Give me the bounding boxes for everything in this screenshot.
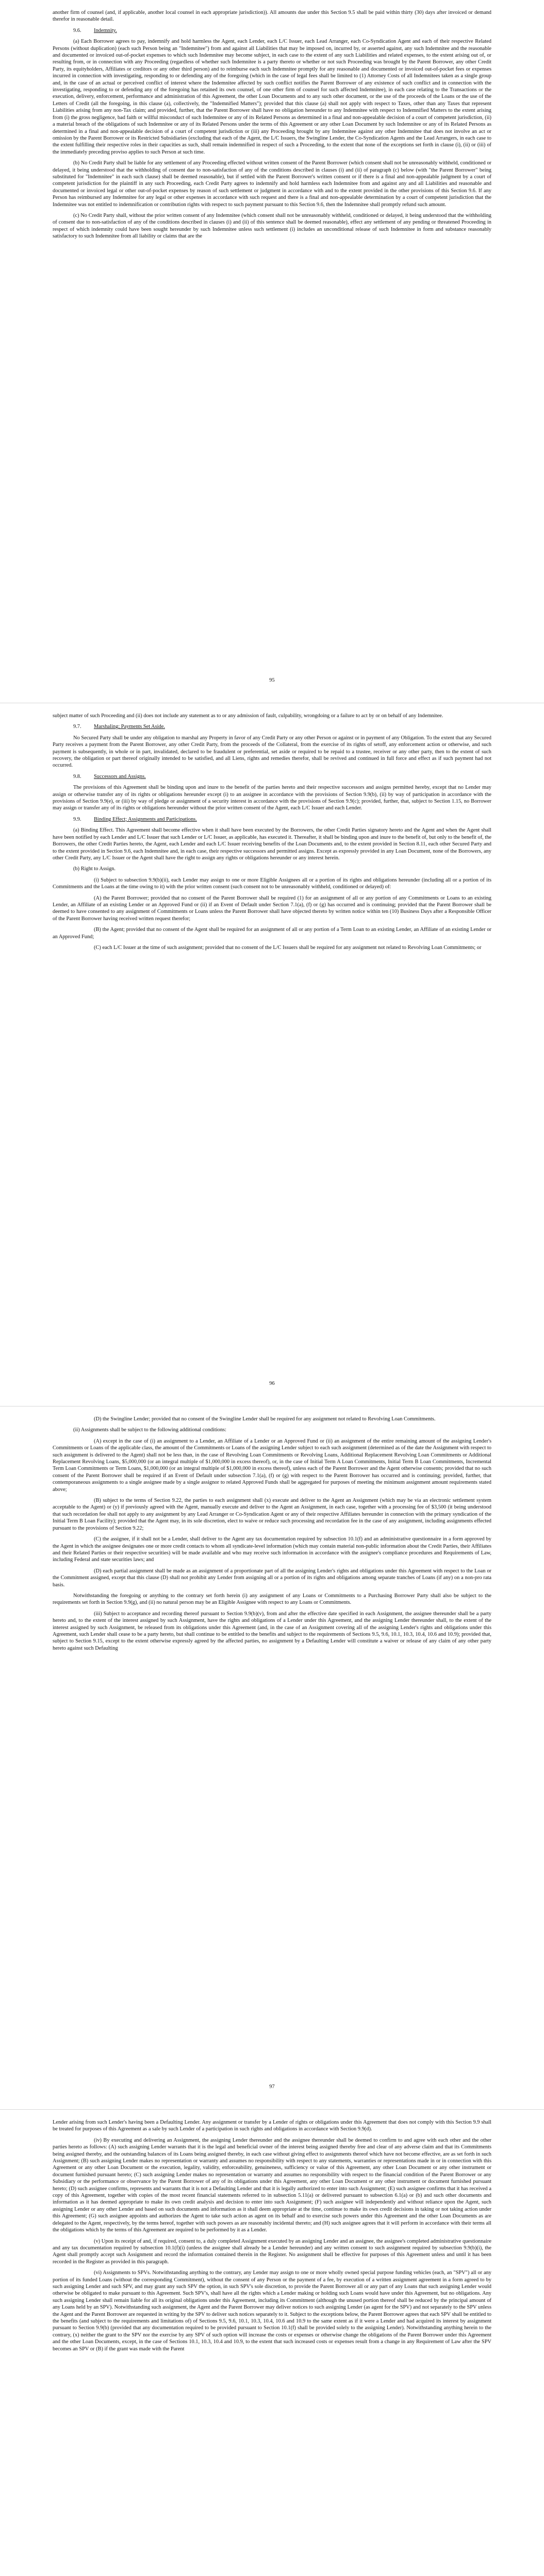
body-paragraph: The provisions of this Agreement shall be binding upon and inure to the benefit of the parties hereto and their respective successors and assigns permitted hereby, except that no Lender may assign or otherwise transfer any of its rights or obligations hereunder except (i) to an assignee in accordance with the provisions of Section 9.9(b), (ii) by way of participation in accordance with the provisions of Section 9.9(e), or (iii) by way of pledge or assignment of a security interest in accordance with the provisions of Section 9.9(c); provided, further, that, subject to Section 1.15, no Borrower may assign or transfer any of its rights or obligations hereunder without the prior written consent of the Agent, each L/C Issuer and each Lender. [53,785,491,811]
section-title: Binding Effect; Assignments and Participations. [94,816,197,822]
body-paragraph: (a) Binding Effect. This Agreement shall become effective when it shall have been executed by the Borrowers, the other Credit Parties signatory hereto and the Agent and when the Agent shall have been notified by each Lender and L/C Issuer that such Lender or L/C Issuer, as applicable, has executed it. Thereafter, it shall be binding upon and inure to the benefit of, but only to the benefit of, the Borrowers, the other Credit Parties hereto, the Agent, each Lender and each L/C Issuer receiving benefits of the Loan Documents and, to the extent provided in Section 8.11, each other Secured Party and to the extent provided in Section 9.6, each Indemnitee and, in each case, their respective successors and permitted assigns. Except as expressly provided in any Loan Document, none of the Borrowers, any other Credit Party, any L/C Issuer or the Agent shall have the right to assign any rights or obligations hereunder or any interest herein. [53,827,491,861]
section-title: Indemnity. [94,27,117,33]
section-heading [73,27,491,34]
body-paragraph: (vi) Assignments to SPVs. Notwithstanding anything to the contrary, any Lender may assign to one or more wholly owned special purpose funding vehicles (each, an "SPV") all or any portion of its funded Loans (without the corresponding Commitment), without the consent of any Person or the payment of a fee, by execution of a written assignment agreement in a form agreed to by such assigning Lender and such SPV, and may grant any such SPV the option, in such SPV's sole discretion, to provide the Parent Borrower all or any part of any Loans that such assigning Lender would otherwise be obligated to make pursuant to this Agreement. Such SPV's, shall have all the rights which a Lender making or holding such Loans would have under this Agreement, but no obligations. Any such assigning Lender shall remain liable for all its original obligations under this Agreement, including its Commitment (although the unused portion thereof shall be reduced by the principal amount of any Loans held by an SPV). Notwithstanding such assignment, the Agent and the Parent Borrower may deliver notices to such assigning Lender (as agent for the SPV) and not separately to the SPV unless the Agent and the Parent Borrower are requested in writing by the SPV to deliver such notices separately to it. Subject to the exceptions below, the Parent Borrower agrees that each SPV shall be entitled to the benefits (and subject to the requirements and limitations of) of Sections 9.5, 9.6, 10.1, 10.3, 10.4, 10.6 and 10.9 to the same extent as if it were a Lender and had acquired its interest by assignment pursuant to Section 9.9(b) (provided that any documentation required to be provided pursuant to Section 10.1(f) shall be provided solely to the assigning Lender). Notwithstanding anything herein to the contrary, (x) neither the grant to the SPV nor the exercise by any SPV of such option will increase the costs or expenses or otherwise change the obligations of the Parent Borrower under this Agreement and the other Loan Documents, except, in the case of Sections 10.1, 10.3, 10.4 and 10.9, to the extent that such increased costs or expenses result from a change in any Requirement of Law after the SPV becomes an SPV or (B) if the grant was made with the Parent [53,2270,491,2352]
body-paragraph: (A) except in the case of (i) an assignment to a Lender, an Affiliate of a Lender or an Approved Fund or (ii) an assignment of the entire remaining amount of the assigning Lender's Commitments or Loans of the applicable class, the amount of the Commitments or Loans of the assigning Lender subject to each such assignment (determined as of the date the Assignment with respect to such assignment is delivered to the Agent) shall not be less than, in the case of Revolving Loan Commitments or Revolving Loans, Additional Replacement Revolving Loan Commitments or Additional Replacement Revolving Loans, $5,000,000 (or an integral multiple of $1,000,000 in excess thereof), or, in the case of Initial Term A Loan Commitments, Initial Term B Loan Commitments, Incremental Term Loan Commitments or Term Loans, $1,000,000 (or an integral multiple of $1,000,000 in excess thereof), unless each of the Parent Borrower and the Agent otherwise consents; provided that no such consent of the Parent Borrower shall be required if an Event of Default under subsection 7.1(a), (f) or (g) with respect to the Parent Borrower has occurred and is continuing; provided, further, that contemporaneous assignments to a single assignee made by a single assignor to related Approved Funds shall be aggregated for purposes of meeting the minimum assignment amount requirements stated above; [53,1438,491,1493]
document-page [0,2110,544,2576]
body-paragraph: (D) each partial assignment shall be made as an assignment of a proportionate part of all the assigning Lender's rights and obligations under this Agreement with respect to the Loan or the Commitment assigned, except that this clause (D) shall not prohibit any Lender from assigning all or a portion of its rights and obligations among separate tranches of Loans (if any) on a non-pro rata basis. [53,1568,491,1588]
body-paragraph: (D) the Swingline Lender; provided that no consent of the Swingline Lender shall be required for any assignment not related to Revolving Loan Commitments. [94,1416,436,1422]
body-paragraph: (B) the Agent; provided that no consent of the Agent shall be required for an assignment of all or any portion of a Term Loan to an existing Lender, an Affiliate of an existing Lender or an Approved Fund; [53,927,491,940]
document-page [0,703,544,1406]
body-paragraph: (b) No Credit Party shall be liable for any settlement of any Proceeding effected without written consent of the Parent Borrower (which consent shall not be unreasonably withheld, conditioned or delayed, it being understood that the withholding of consent due to non-satisfaction of any of the conditions described in clauses (i) and (ii) of paragraph (c) below (with "the Parent Borrower" being substituted for "Indemnitee" in each such clause) shall be deemed reasonable), but if settled with the Parent Borrower's written consent or if there is a final and non-appealable judgment by a court of competent jurisdiction for the plaintiff in any such Proceeding, each Credit Party agrees to indemnify and hold harmless each Indemnitee from and against any and all Liabilities and reasonable and documented or invoiced legal or other out-of-pocket expenses by reason of such settlement or judgment in accordance with and to the extent provided in the other provisions of this Section 9.6. If any Person has reimbursed any Indemnitee for any legal or other expenses in accordance with such request and there is a final and non-appealable determination by a court of competent jurisdiction that the Indemnitee was not entitled to indemnification or contribution rights with respect to such payment pursuant to this Section 9.6, then the Indemnitee shall promptly refund such amount. [53,160,491,208]
body-paragraph: (b) Right to Assign. [73,866,116,872]
body-paragraph: Lender arising from such Lender's having been a Defaulting Lender. Any assignment or transfer by a Lender of rights or obligations under this Agreement that does not comply with this Section 9.9 shall be treated for purposes of this Agreement as a sale by such Lender of a participation in such rights and obligations in accordance with Section 9.9(d). [53,2120,491,2132]
section-number: 9.6. [73,27,81,33]
section-title: Successors and Assigns. [94,773,146,779]
body-paragraph: (C) each L/C Issuer at the time of such assignment; provided that no consent of the L/C Issuers shall be required for any assignment not related to Revolving Loan Commitments; or [94,944,482,951]
body-paragraph: (i) Subject to subsection 9.9(b)(ii), each Lender may assign to one or more Eligible Assignees all or a portion of its rights and obligations hereunder (including all or a portion of its Commitments and the Loans at the time owing to it) with the prior written consent (such consent not to be unreasonably withheld, conditioned or delayed) of: [53,877,491,890]
body-paragraph: Notwithstanding the foregoing or anything to the contrary set forth herein (i) any assignment of any Loans or Commitments to a Purchasing Borrower Party shall also be subject to the requirements set forth in Section 9.9(g), and (ii) no natural person may be an Eligible Assignee with respect to any Loans or Commitments. [53,1592,491,1606]
body-paragraph: (C) the assignee, if it shall not be a Lender, shall deliver to the Agent any tax documentation required by subsection 10.1(f) and an administrative questionnaire in a form approved by the Agent in which the assignee designates one or more credit contacts to whom all syndicate-level information (which may contain material non-public information about the Credit Parties, their Affiliates and their Related Parties or their respective securities) will be made available and who may receive such information in accordance with the assignee's compliance procedures and Requirements of Law, including Federal and state securities laws; and [53,1536,491,1563]
body-paragraph: (B) subject to the terms of Section 9.22, the parties to each assignment shall (x) execute and deliver to the Agent an Assignment (which may be via an electronic settlement system acceptable to the Agent) or (y) if previously agreed with the Agent, manually execute and deliver to the Agent an Assignment, in each case, together with a processing fee of $3,500 (it being understood that such recordation fee shall not apply to any assignment by any Lead Arranger or Co-Syndication Agent or any of their respective Affiliates hereunder in connection with the primary syndication of the Initial Term B Loan Facility); provided that the Agent may, in its sole discretion, elect to waive or reduce such processing and recordation fee in the case of any assignment, including assignments effected pursuant to the provisions of Section 9.22; [53,1498,491,1531]
body-paragraph: (ii) Assignments shall be subject to the following additional conditions: [73,1427,226,1433]
section-number: 9.9. [73,816,81,822]
section-heading [73,723,491,730]
body-paragraph: subject matter of such Proceeding and (ii) does not include any statement as to or any admission of fault, culpability, wrongdoing or a failure to act by or on behalf of any Indemnitee. [53,713,443,719]
body-paragraph: (iii) Subject to acceptance and recording thereof pursuant to Section 9.9(b)(v), from and after the effective date specified in each Assignment, the assignee thereunder shall be a party hereto and, to the extent of the interest assigned by such Assignment, have the rights and obligations of a Lender under this Agreement, and the assigning Lender thereunder shall, to the extent of the interest assigned by such Assignment, be released from its obligations under this Agreement (and, in the case of an Assignment covering all of the assigning Lender's rights and obligations under this Agreement, such Lender shall cease to be a party hereto, but shall continue to be entitled to the benefits and subject to the requirements of Sections 9.5, 9.6, 10.1, 10.3, 10.4, 10.6 and 10.9); provided that, subject to Section 9.15, except to the extent otherwise expressly agreed by the affected parties, no assignment by a Defaulting Lender will constitute a waiver or release of any claim of any other party hereto against such Defaulting [53,1611,491,1651]
body-paragraph: (iv) By executing and delivering an Assignment, the assigning Lender thereunder and the assignee thereunder shall be deemed to confirm to and agree with each other and the other parties hereto as follows: (A) such assigning Lender warrants that it is the legal and beneficial owner of the interest being assigned thereby free and clear of any adverse claim and that its Commitments being assigned thereby, and the outstanding balances of its Loans being assigned thereby, in each case without giving effect to assignments thereof which have not become effective, are as set forth in such Assignment; (B) such assigning Lender makes no representation or warranty and assumes no responsibility with respect to any statements, warranties or representations made in or in connection with this Agreement or any other Loan Document or the execution, legality, validity, enforceability, genuineness, sufficiency or value of this Agreement, any other Loan Document or any other instrument or document furnished pursuant hereto; (C) such assigning Lender makes no representation or warranty and assumes no responsibility with respect to the financial condition of the Parent Borrower or any Subsidiary or the performance or observance by the Parent Borrower of any of its obligations under this Agreement, any other Loan Document or any other instrument or document furnished pursuant hereto; (D) such assignee confirms, represents and warrants that it is not a Defaulting Lender and that it is legally authorized to enter into such Assignment; (E) such assignee confirms that it has received a copy of this Agreement, together with copies of the most recent financial statements referred to in subsection 5.11(a) or delivered pursuant to subsection 6.1(a) or (b) and such other documents and information as it has deemed appropriate to make its own credit analysis and decision to enter into such Assignment; (F) such assignee will independently and without reliance upon the Agent, such assigning Lender or any other Lender and based on such documents and information as it shall deem appropriate at the time, continue to make its own credit decisions in taking or not taking action under this Agreement; (G) such assignee appoints and authorizes the Agent to take such action as agent on its behalf and to exercise such powers under this Agreement and the other Loan Documents as are delegated to the Agent, respectively, by the terms hereof, together with such powers as are reasonably incidental thereto; and (H) such assignee agrees that it will perform in accordance with their terms all the obligations which by the terms of this Agreement are required to be performed by it as a Lender. [53,2137,491,2233]
section-number: 9.8. [73,773,81,779]
body-paragraph: (a) Each Borrower agrees to pay, indemnify and hold harmless the Agent, each Lender, each L/C Issuer, each Lead Arranger, each Co-Syndication Agent and each of their respective Related Persons (without duplication) (each such Person being an "Indemnitee") from and against all Liabilities that may be imposed on, incurred by, or asserted against, any such Indemnitee and the reasonable and documented or invoiced out-of-pocket expenses to which such Indemnitee may become subject, in each case to the extent of any such Liabilities and related expenses, to the extent arising out of, or resulting from, or in connection with any Proceeding (regardless of whether such Indemnitee is a party thereto or whether or not such Proceeding was brought by the Parent Borrower, any other Credit Party, its equityholders, Affiliates or creditors or any other third person) and to reimburse each such Indemnitee promptly for any reasonable and documented or invoiced out-of-pocket fees or expenses incurred in connection with investigating, responding to or defending any of the foregoing (which in the case of legal fees shall be limited to (1) Attorney Costs of all Indemnitees taken as a single group and, in the case of an actual or perceived conflict of interest where the Indemnitee affected by such conflict notifies the Parent Borrower of any existence of such conflict and in connection with the investigating, responding to or defending any of the foregoing has retained its own counsel, of one other firm of counsel for such affected Indemnitee), in each case relating to the Transactions or the execution, delivery, enforcement, performance and administration of this Agreement, the other Loan Documents and to any such other document, or the use of the proceeds of the Loans or the use of the Letters of Credit (all the foregoing, in this clause (a), collectively, the "Indemnified Matters"); provided that this clause (a) shall not apply with respect to Taxes, other than any Taxes that represent Liabilities arising from any non-Tax claim; and provided, further, that the Parent Borrower shall have no obligation hereunder to any Indemnitee with respect to Indemnified Matters to the extent arising from (i) the gross negligence, bad faith or willful misconduct of such Indemnitee or any of its Related Persons as determined in a final and non-appealable decision of a court of competent jurisdiction, (ii) a material breach of the obligations of such Indemnitee or any of its Related Persons under the terms of this Agreement or any other Loan Document by such Indemnitee or any of its Related Persons as determined in a final and non-appealable decision of a court of competent jurisdiction or (iii) any Proceeding brought by any Indemnitee against any other Indemnitee that does not involve an act or omission by the Parent Borrower or its Restricted Subsidiaries (excluding that each of the Agent, the L/C Issuers, the Swingline Lender, the Co-Syndication Agents and the Lead Arrangers, in each case to the extent fulfilling their respective roles in their capacities as such, shall remain indemnified in respect of such a Proceeding, to the extent that none of the exceptions set forth in clause (i), (ii) or (iii) of the immediately preceding proviso applies to such Person at such time. [53,39,491,155]
body-paragraph: (A) the Parent Borrower; provided that no consent of the Parent Borrower shall be required (1) for an assignment of all or any portion of any Commitments or Loans to an existing Lender, an Affiliate of an existing Lender or an Approved Fund or (ii) if an Event of Default under Section 7.1(a), (f) or (g) has occurred and is continuing; provided that the Parent Borrower shall be deemed to have consented to any assignment of Commitments or Loans unless the Parent Borrower shall have objected thereto by written notice within ten (10) Business Days after a Responsible Officer of the Parent Borrower having received written request therefor; [53,895,491,922]
page-number: 97 [269,2084,275,2090]
document-page [0,0,544,703]
page-number: 96 [269,1381,275,1386]
section-title: Marshaling; Payments Set Aside. [94,724,165,730]
document-page [0,1406,544,2110]
section-heading [73,773,491,780]
body-paragraph: (c) No Credit Party shall, without the prior written consent of any Indemnitee (which consent shall not be unreasonably withheld, conditioned or delayed, it being understood that the withholding of consent due to non-satisfaction of any of the conditions described in clauses (i) and (ii) of this sentence shall be deemed reasonable), effect any settlement of any pending or threatened Proceeding in respect of which indemnity could have been sought hereunder by such Indemnitee unless such settlement (i) includes an unconditional release of such Indemnitee in form and substance reasonably satisfactory to such Indemnitee from all liability or claims that are the [53,212,491,240]
section-number: 9.7. [73,724,81,730]
page-number: 95 [269,677,275,683]
body-paragraph: No Secured Party shall be under any obligation to marshal any Property in favor of any Credit Party or any other Person or against or in payment of any Obligation. To the extent that any Secured Party receives a payment from the Parent Borrower, any other Credit Party, from the proceeds of the Collateral, from the exercise of its rights of setoff, any enforcement action or otherwise, and such payment is subsequently, in whole or in part, invalidated, declared to be fraudulent or preferential, set aside or required to be repaid to a trustee, receiver or any other party, then to the extent of such recovery, the obligation or part thereof originally intended to be satisfied, and all Liens, rights and remedies therefor, shall be revived and continued in full force and effect as if such payment had not occurred. [53,735,491,769]
body-paragraph: another firm of counsel (and, if applicable, another local counsel in each appropriate jurisdiction)). All amounts due under this Section 9.5 shall be paid within thirty (30) days after invoiced or demand therefor in reasonable detail. [53,10,491,23]
body-paragraph: (v) Upon its receipt of and, if required, consent to, a duly completed Assignment executed by an assigning Lender and an assignee, the assignee's completed administrative questionnaire and any tax documentation required by subsection 10.1(f)(i) (unless the assignee shall already be a Lender hereunder) and any written consent to such assignment required by subsection 9.9(b)(i), the Agent shall promptly accept such Assignment and record the information contained therein in the Register. No assignment shall be effective for purposes of this Agreement unless and until it has been recorded in the Register as provided in this paragraph. [53,2238,491,2265]
section-heading [73,816,491,823]
